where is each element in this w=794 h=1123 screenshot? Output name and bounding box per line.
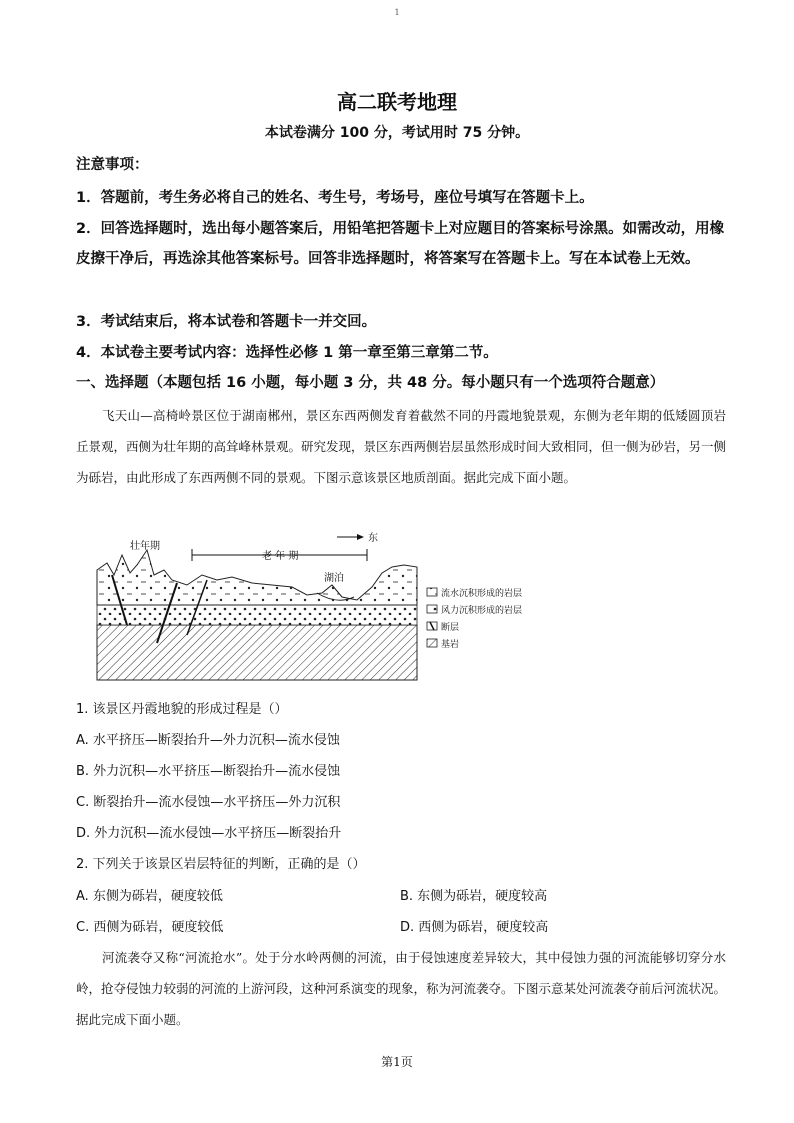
exam-title: 高二联考地理 — [337, 90, 457, 114]
question-1-option-c[interactable]: C. 断裂抬升—流水侵蚀—水平挤压—外力沉积 — [76, 795, 341, 810]
geology-profile-figure — [92, 525, 532, 685]
label-east: 东 — [368, 533, 378, 544]
question-1-option-b[interactable]: B. 外力沉积—水平挤压—断裂抬升—流水侵蚀 — [76, 764, 341, 779]
legend-fault: 断层 — [441, 623, 460, 633]
question-2-option-b[interactable]: B. 东侧为砾岩，硬度较高 — [400, 889, 548, 904]
notice-item-1: 1．答题前，考生务必将自己的姓名、考生号，考场号，座位号填写在答题卡上。 — [76, 190, 594, 206]
notice-item-4: 4．本试卷主要考试内容：选择性必修 1 第一章至第三章第二节。 — [76, 345, 498, 361]
notice-item-3: 3．考试结束后，将本试卷和答题卡一并交回。 — [76, 314, 377, 330]
legend-bedrock: 基岩 — [441, 640, 460, 650]
question-2-option-d[interactable]: D. 西侧为砾岩，硬度较高 — [400, 920, 549, 935]
question-2-option-c[interactable]: C. 西侧为砾岩，硬度较低 — [76, 920, 224, 935]
question-2-stem: 2. 下列关于该景区岩层特征的判断，正确的是（） — [76, 857, 366, 872]
passage-river-capture: 河流袭夺又称“河流抢水”。处于分水岭两侧的河流，由于侵蚀速度差异较大，其中侵蚀力强的河流能够切穿分水岭，抢夺侵蚀力较弱的河流的上游河段，这种河系演变的现象，称为河流袭夺。下图示意某处河流袭夺前后河流状况。据此完成下面小题。 — [76, 950, 727, 1027]
label-lake: 湖泊 — [324, 573, 344, 584]
label-young-stage: 壮年期 — [130, 541, 160, 552]
page-top-mark: 1 — [394, 8, 400, 17]
page-number: 第1页 — [381, 1055, 413, 1069]
legend-water-deposit: 流水沉积形成的岩层 — [441, 589, 523, 599]
legend-wind-deposit: 风力沉积形成的岩层 — [441, 606, 523, 616]
label-old-stage: 老 年 期 — [262, 551, 299, 562]
notice-heading: 注意事项： — [76, 157, 149, 173]
question-1-option-a[interactable]: A. 水平挤压—断裂抬升—外力沉积—流水侵蚀 — [76, 733, 340, 748]
question-2-option-a[interactable]: A. 东侧为砾岩，硬度较低 — [76, 889, 223, 904]
question-1-option-d[interactable]: D. 外力沉积—流水侵蚀—水平挤压—断裂抬升 — [76, 826, 342, 841]
section-heading: 一、选择题（本题包括 16 小题，每小题 3 分，共 48 分。每小题只有一个选项符合题意） — [76, 375, 665, 391]
exam-subtitle: 本试卷满分 100 分，考试用时 75 分钟。 — [264, 125, 530, 141]
question-1-stem: 1. 该景区丹霞地貌的形成过程是（） — [76, 702, 288, 717]
passage-danxia: 飞天山—高椅岭景区位于湖南郴州，景区东西两侧发育着截然不同的丹霞地貌景观，东侧为老年期的低矮圆顶岩丘景观，西侧为壮年期的高耸峰林景观。研究发现，景区东西两侧岩层虽然形成时间大致相同，但一侧为砂岩，另一侧为砾岩，由此形成了东西两侧不同的景观。下图示意该景区地质剖面。据此完成下面小题。 — [76, 408, 727, 485]
notice-item-2: 2．回答选择题时，选出每小题答案后，用铅笔把答题卡上对应题目的答案标号涂黑。如需改动，用橡皮擦干净后，再选涂其他答案标号。回答非选择题时，将答案写在答题卡上。写在本试卷上无效。 — [76, 221, 725, 267]
